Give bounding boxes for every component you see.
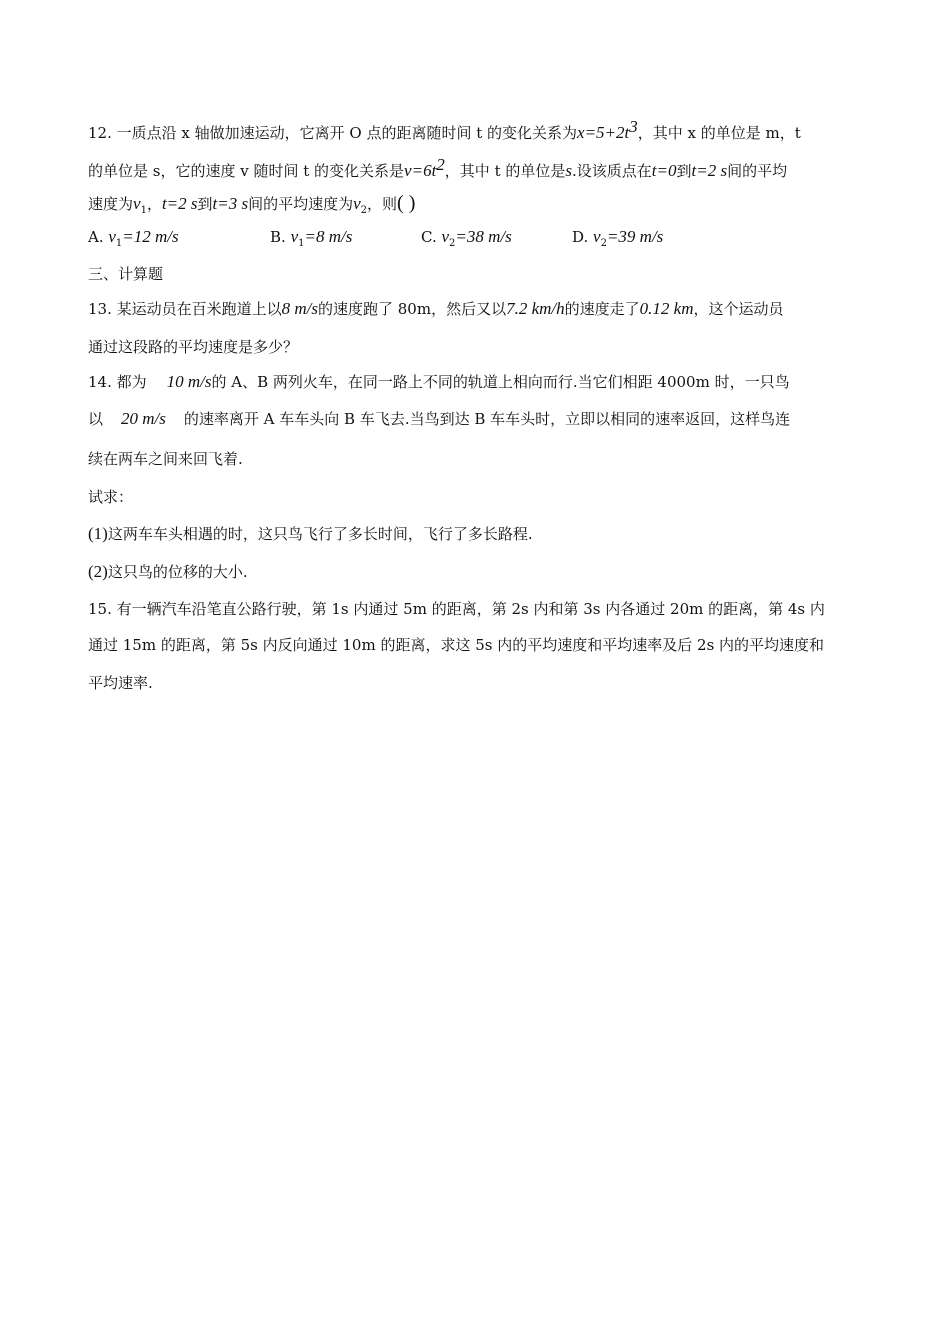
q12-option-d xyxy=(572,226,663,255)
q15-line-1: 15. 有一辆汽车沿笔直公路行驶，第 1s 内通过 5m 的距离，第 2s 内和第 3s 内各通过 20m 的距离，第 4s 内 xyxy=(88,600,825,618)
q13-text: 的速度跑了 80m，然后又以 xyxy=(318,300,507,318)
option-subscript: 1 xyxy=(115,238,123,249)
option-subscript: 2 xyxy=(449,238,456,249)
q12-text: ，其中 t 的单位是 xyxy=(444,162,566,180)
q12-option-c xyxy=(421,226,512,255)
q12-text: 到 xyxy=(676,162,692,180)
option-subscript: 1 xyxy=(298,238,305,249)
option-value: =39 m/s xyxy=(606,227,664,246)
q13-text: 13. 某运动员在百米跑道上以 xyxy=(88,300,282,318)
q14-text: 以 xyxy=(88,410,104,428)
q12-option-a xyxy=(88,226,179,255)
q12-text: .设该质点在 xyxy=(572,162,652,180)
q12-exponent: 3 xyxy=(629,117,638,136)
q12-answer-blank: ( ) xyxy=(397,192,416,214)
option-symbol: v xyxy=(441,227,450,246)
q12-text: ，则 xyxy=(367,195,398,213)
option-symbol: v xyxy=(108,227,116,246)
q12-text: 间的平均 xyxy=(727,162,788,180)
q12-option-b xyxy=(270,226,352,255)
q13-distance: 0.12 km xyxy=(639,299,694,318)
q13-speed-2: 7.2 km/h xyxy=(506,299,565,318)
q14-sub-number: (2) xyxy=(88,562,108,581)
q14-line-1 xyxy=(88,371,790,393)
q14-speed-bird: 20 m/s xyxy=(121,409,166,428)
q14-sub-number: (1) xyxy=(88,524,108,543)
q15-line-2: 通过 15m 的距离，第 5s 内反向通过 10m 的距离，求这 5s 内的平均速度和平均速率及后 2s 内的平均速度和 xyxy=(88,636,825,654)
q12-text: 速度为 xyxy=(88,195,134,213)
q12-subscript: 2 xyxy=(360,205,368,216)
option-value: =38 m/s xyxy=(455,227,512,246)
q14-line-3: 续在两车之间来回飞着. xyxy=(88,450,243,468)
option-label: B. xyxy=(270,228,291,246)
q12-formula-x: x=5+2t xyxy=(577,123,630,142)
q12-time: t=0 xyxy=(651,161,677,180)
q13-text: 的速度走了 xyxy=(564,300,640,318)
q12-unit: s xyxy=(565,161,572,180)
option-label: D. xyxy=(572,228,594,246)
q12-symbol-v2: v xyxy=(353,194,361,213)
option-symbol: v xyxy=(593,227,601,246)
q13-line-2: 通过这段路的平均速度是多少？ xyxy=(88,338,299,356)
q12-text: 间的平均速度为 xyxy=(248,195,354,213)
option-label: C. xyxy=(421,228,442,246)
q12-symbol-v1: v xyxy=(133,194,141,213)
q12-subscript: 1 xyxy=(140,205,147,216)
q14-line-4: 试求： xyxy=(88,488,134,506)
q12-time: t=3 s xyxy=(212,194,249,213)
q12-text: 12. 一质点沿 x 轴做加速运动，它离开 O 点的距离随时间 t 的变化关系为 xyxy=(88,124,578,142)
q12-text: 到 xyxy=(197,195,213,213)
q13-line-1 xyxy=(88,298,784,320)
q12-line-3 xyxy=(88,192,415,222)
q12-time: t=2 s xyxy=(161,194,198,213)
option-value: =8 m/s xyxy=(304,227,353,246)
q12-formula-v: v=6t xyxy=(404,161,437,180)
q14-speed-trains: 10 m/s xyxy=(166,372,212,391)
q12-exponent: 2 xyxy=(436,155,445,174)
q14-line-2 xyxy=(88,408,790,430)
q14-text: 14. 都为 xyxy=(88,373,147,391)
q14-text: 的速率离开 A 车车头向 B 车飞去.当鸟到达 B 车车头时，立即以相同的速率返回，这样鸟连 xyxy=(183,410,791,428)
option-subscript: 2 xyxy=(600,238,607,249)
q12-line-1 xyxy=(88,116,801,144)
option-symbol: v xyxy=(290,227,299,246)
q12-text: ， xyxy=(146,195,162,213)
option-label: A. xyxy=(88,228,109,246)
q12-line-2 xyxy=(88,154,787,182)
q14-text: 这只鸟的位移的大小. xyxy=(107,563,248,581)
q14-text: 这两车车头相遇的时，这只鸟飞行了多长时间，飞行了多长路程. xyxy=(107,525,533,543)
section-heading: 三、计算题 xyxy=(88,265,164,283)
q12-text: ，其中 x 的单位是 m，t xyxy=(637,124,801,142)
q12-text: 的单位是 s，它的速度 v 随时间 t 的变化关系是 xyxy=(88,162,405,180)
option-value: =12 m/s xyxy=(122,227,179,246)
q13-speed-1: 8 m/s xyxy=(281,299,318,318)
q13-text: ，这个运动员 xyxy=(693,300,784,318)
q14-text: 的 A、B 两列火车，在同一路上不同的轨道上相向而行.当它们相距 4000m 时，一只鸟 xyxy=(211,373,790,391)
q14-subquestion-2 xyxy=(88,561,248,583)
q12-time: t=2 s xyxy=(691,161,728,180)
q15-line-3: 平均速率. xyxy=(88,674,153,692)
q14-subquestion-1 xyxy=(88,523,533,545)
